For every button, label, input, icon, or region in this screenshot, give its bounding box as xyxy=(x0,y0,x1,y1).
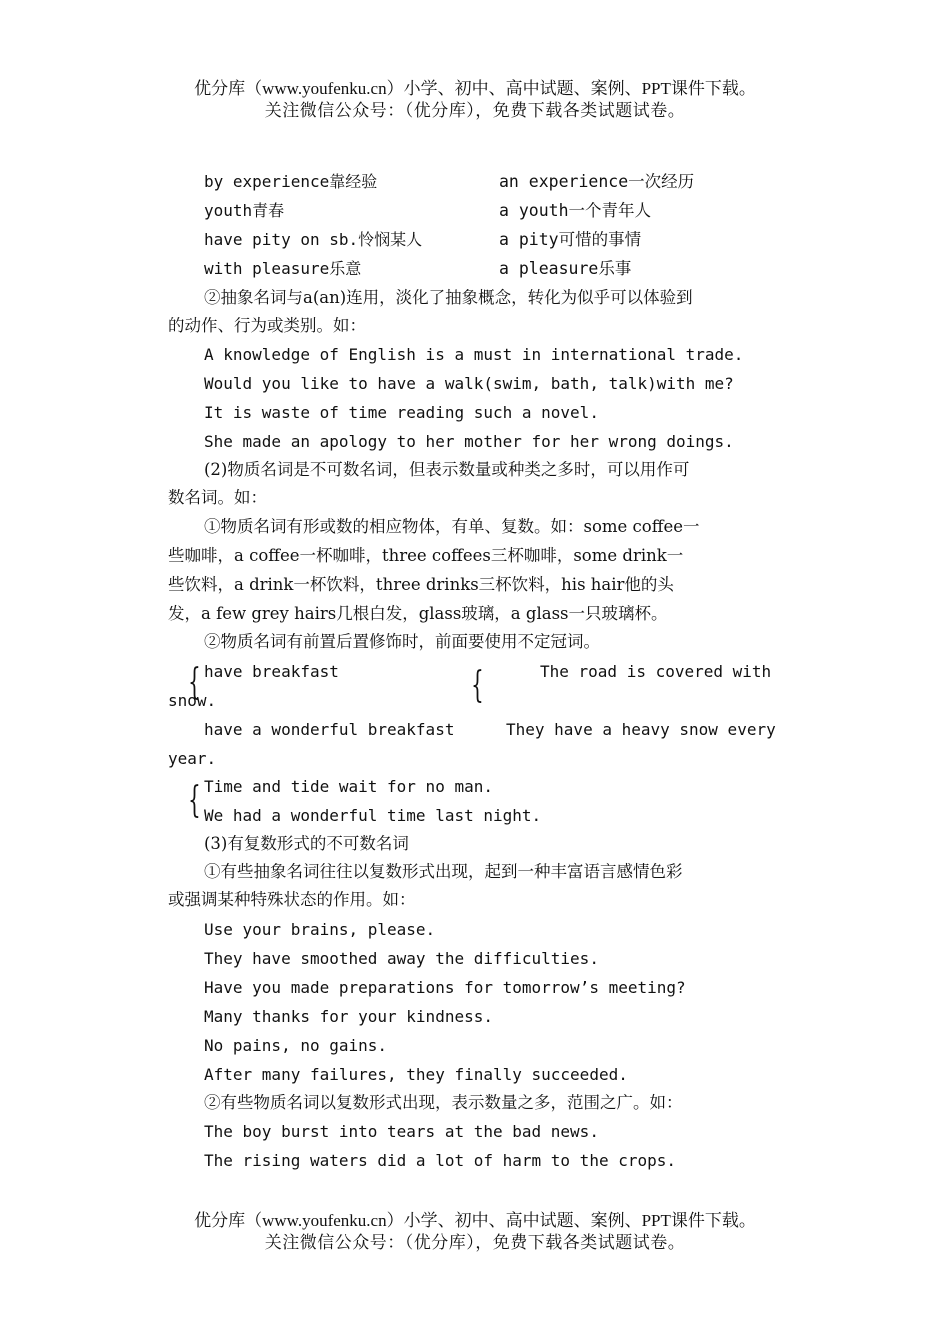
paragraph-form-line-4: 发，a few grey hairs几根白发，glass玻璃，a glass一只玻璃杯。 xyxy=(168,604,668,623)
left-brace: { xyxy=(188,780,201,821)
paragraph-material-line-1: (2)物质名词是不可数名词，但表示数量或种类之多时，可以用作可 xyxy=(204,460,690,479)
pair-right-4: a pleasure乐事 xyxy=(499,259,632,278)
brace2-bottom: We had a wonderful time last night. xyxy=(204,806,542,825)
paragraph-plural-line-2: 或强调某种特殊状态的作用。如： xyxy=(168,890,416,909)
example-sentence: After many failures, they finally succeeded. xyxy=(204,1065,628,1084)
example-sentence: The boy burst into tears at the bad news. xyxy=(204,1122,599,1141)
footer-line-2: 关注微信公众号：（优分库），免费下载各类试题试卷。 xyxy=(264,1233,686,1252)
brace-right-top: The road is covered with xyxy=(540,662,772,681)
paragraph-abstract-line-1: ②抽象名词与a(an)连用，淡化了抽象概念，转化为似乎可以体验到 xyxy=(204,288,693,307)
pair-right-2: a youth一个青年人 xyxy=(499,201,652,220)
pair-left-2: youth青春 xyxy=(204,201,285,220)
brace-right-top-wrap: snow. xyxy=(168,691,217,710)
paragraph-form-line-3: 些饮料，a drink一杯饮料，three drinks三杯饮料，his hair他的头 xyxy=(168,575,674,594)
footer-line-1: 优分库（www.youfenku.cn）小学、初中、高中试题、案例、PPT课件下载。 xyxy=(194,1211,756,1230)
page-footer xyxy=(0,1210,950,1254)
example-sentence: Have you made preparations for tomorrow’s meeting? xyxy=(204,978,686,997)
brace-left-top: have breakfast xyxy=(204,662,339,681)
header-line-2: 关注微信公众号：（优分库），免费下载各类试题试卷。 xyxy=(264,101,686,120)
example-sentence: Would you like to have a walk(swim, bath, talk)with me? xyxy=(204,374,734,393)
example-sentence: It is waste of time reading such a novel. xyxy=(204,403,599,422)
paragraph-material-line-2: 数名词。如： xyxy=(168,488,267,507)
example-sentence: She made an apology to her mother for her wrong doings. xyxy=(204,432,734,451)
paragraph-abstract-line-2: 的动作、行为或类别。如： xyxy=(168,316,366,335)
pair-left-4: with pleasure乐意 xyxy=(204,259,362,278)
brace2-top: Time and tide wait for no man. xyxy=(204,777,493,796)
pair-right-1: an experience一次经历 xyxy=(499,172,695,191)
example-sentence: No pains, no gains. xyxy=(204,1036,388,1055)
paragraph-plural-line-1: ①有些抽象名词往往以复数形式出现，起到一种丰富语言感情色彩 xyxy=(204,862,683,881)
brace-left-bottom: have a wonderful breakfast xyxy=(204,720,455,739)
example-sentence: They have smoothed away the difficulties. xyxy=(204,949,599,968)
page-header xyxy=(0,78,950,122)
paragraph-form-line-2: 些咖啡，a coffee一杯咖啡，three coffees三杯咖啡，some drink一 xyxy=(168,546,684,565)
pair-right-3: a pity可惜的事情 xyxy=(499,230,642,249)
paragraph-form-line-1: ①物质名词有形或数的相应物体，有单、复数。如：some coffee一 xyxy=(204,517,700,536)
brace-right-bottom-wrap: year. xyxy=(168,749,217,768)
pair-left-1: by experience靠经验 xyxy=(204,172,378,191)
header-line-1: 优分库（www.youfenku.cn）小学、初中、高中试题、案例、PPT课件下载。 xyxy=(194,79,756,98)
section-heading-3: (3)有复数形式的不可数名词 xyxy=(204,834,409,853)
example-sentence: The rising waters did a lot of harm to the crops. xyxy=(204,1151,677,1170)
right-brace: { xyxy=(471,665,484,706)
paragraph-plural-material: ②有些物质名词以复数形式出现，表示数量之多，范围之广。如： xyxy=(204,1093,683,1112)
brace-right-bottom: They have a heavy snow every xyxy=(506,720,776,739)
example-sentence: Many thanks for your kindness. xyxy=(204,1007,493,1026)
paragraph-modifier: ②物质名词有前置后置修饰时，前面要使用不定冠词。 xyxy=(204,632,600,651)
left-brace: { xyxy=(188,662,201,703)
pair-left-3: have pity on sb.怜悯某人 xyxy=(204,230,423,249)
example-sentence: Use your brains, please. xyxy=(204,920,436,939)
example-sentence: A knowledge of English is a must in international trade. xyxy=(204,345,744,364)
